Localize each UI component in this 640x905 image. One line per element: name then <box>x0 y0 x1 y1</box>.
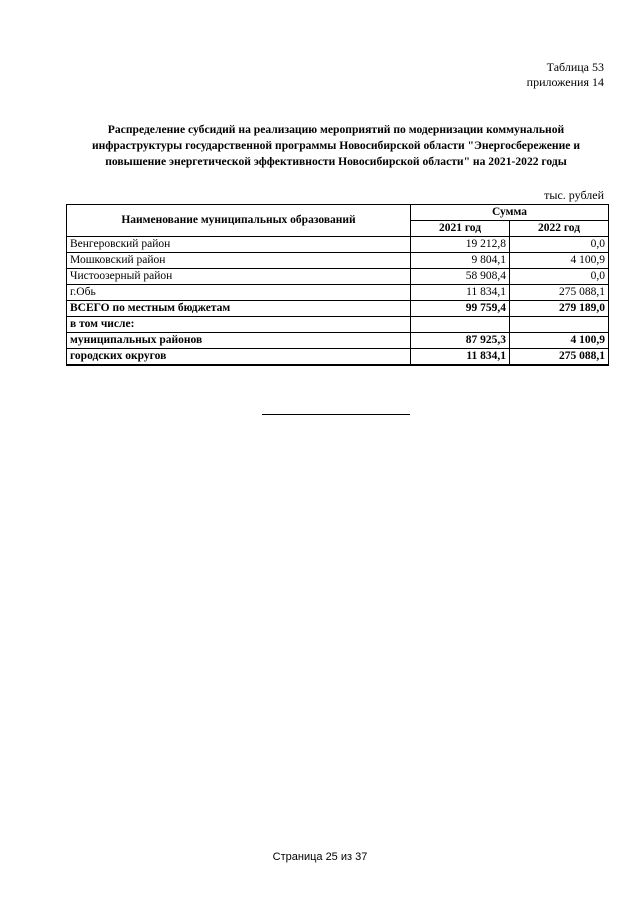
subsidy-table <box>66 204 609 366</box>
including-empty-2022 <box>510 317 609 333</box>
row-value-2021: 11 834,1 <box>411 285 510 301</box>
title-line-1: Распределение субсидий на реализацию мероприятий по модернизации коммунальной <box>107 123 565 136</box>
row-name: Чистоозерный район <box>67 269 411 285</box>
column-header-2021: 2021 год <box>411 221 510 237</box>
row-name: Мошковский район <box>67 253 411 269</box>
row-name: Венгеровский район <box>67 237 411 253</box>
urban-districts-row <box>67 349 609 366</box>
row-value-2022: 0,0 <box>510 269 609 285</box>
including-label: в том числе: <box>67 317 411 333</box>
urban-value-2021: 11 834,1 <box>411 349 510 366</box>
column-header-2022: 2022 год <box>510 221 609 237</box>
column-header-sum: Сумма <box>411 205 609 221</box>
table-reference <box>527 60 604 90</box>
row-value-2021: 9 804,1 <box>411 253 510 269</box>
row-value-2022: 0,0 <box>510 237 609 253</box>
table-row <box>67 253 609 269</box>
units-label: тыс. рублей <box>544 188 604 202</box>
row-value-2021: 19 212,8 <box>411 237 510 253</box>
total-value-2021: 99 759,4 <box>411 301 510 317</box>
title-line-2: инфраструктуры государственной программы Новосибирской области "Энергосбережение и <box>91 139 581 152</box>
separator-line <box>262 414 410 415</box>
table-row <box>67 285 609 301</box>
title-line-3: повышение энергетической эффективности Новосибирской области" на 2021-2022 годы <box>105 155 567 168</box>
table-row <box>67 237 609 253</box>
total-row <box>67 301 609 317</box>
including-empty-2021 <box>411 317 510 333</box>
row-name: г.Обь <box>67 285 411 301</box>
municipal-value-2021: 87 925,3 <box>411 333 510 349</box>
urban-value-2022: 275 088,1 <box>510 349 609 366</box>
including-row <box>67 317 609 333</box>
appendix-number: приложения 14 <box>526 75 604 89</box>
row-value-2021: 58 908,4 <box>411 269 510 285</box>
municipal-districts-row <box>67 333 609 349</box>
table-row <box>67 269 609 285</box>
document-title <box>66 122 606 170</box>
table-number: Таблица 53 <box>546 60 604 74</box>
total-name: ВСЕГО по местным бюджетам <box>67 301 411 317</box>
column-header-name: Наименование муниципальных образований <box>67 205 411 237</box>
header-row <box>67 205 609 221</box>
total-value-2022: 279 189,0 <box>510 301 609 317</box>
page-number: Страница 25 из 37 <box>272 851 368 863</box>
row-value-2022: 4 100,9 <box>510 253 609 269</box>
row-value-2022: 275 088,1 <box>510 285 609 301</box>
municipal-name: муниципальных районов <box>67 333 411 349</box>
urban-name: городских округов <box>67 349 411 366</box>
municipal-value-2022: 4 100,9 <box>510 333 609 349</box>
